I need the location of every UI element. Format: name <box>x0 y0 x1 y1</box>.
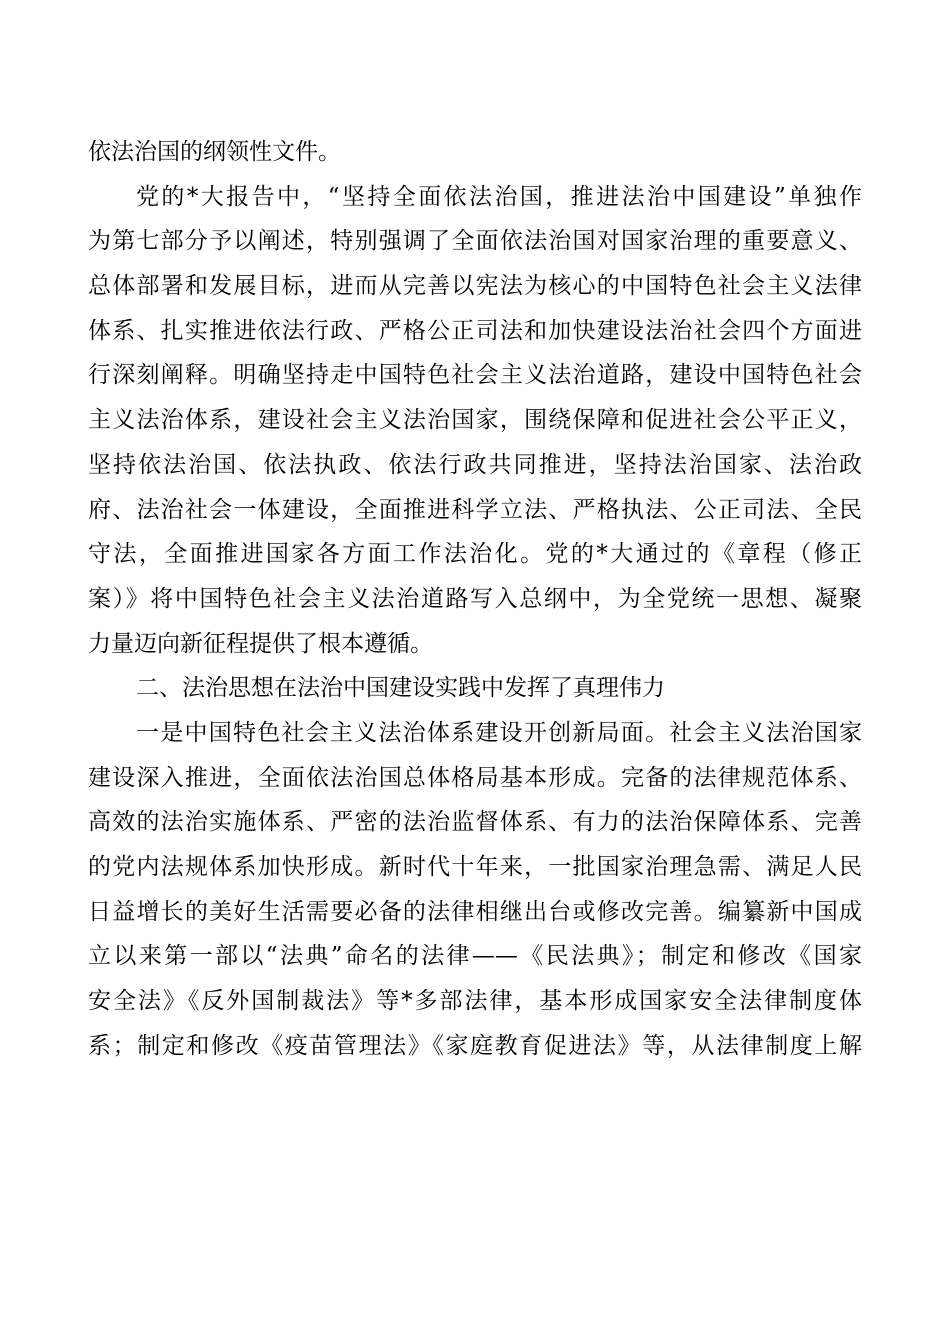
paragraph-line: 依法治国的纲领性文件。 <box>88 139 341 165</box>
paragraph-line: 总体部署和发展目标，进而从完善以宪法为核心的中国特色社会主义法律 <box>88 273 862 300</box>
paragraph-line: 府、法治社会一体建设，全面推进科学立法、严格执法、公正司法、全民 <box>88 496 862 523</box>
paragraph-line: 系；制定和修改《疫苗管理法》《家庭教育促进法》等，从法律制度上解 <box>88 1032 862 1059</box>
paragraph-line: 主义法治体系，建设社会主义法治国家，围绕保障和促进社会公平正义， <box>88 407 862 434</box>
paragraph-line: 立以来第一部以“法典”命名的法律——《民法典》；制定和修改《国家 <box>88 943 862 970</box>
paragraph-line: 案）》将中国特色社会主义法治道路写入总纲中，为全党统一思想、凝聚 <box>88 585 862 612</box>
paragraph-line: 守法，全面推进国家各方面工作法治化。党的*大通过的《章程（修正 <box>88 541 862 568</box>
paragraph-first-line: 党的*大报告中，“坚持全面依法治国，推进法治中国建设”单独作 <box>136 183 862 210</box>
paragraph-first-line: 一是中国特色社会主义法治体系建设开创新局面。社会主义法治国家 <box>136 719 862 746</box>
document-body <box>88 130 862 1068</box>
paragraph-line: 力量迈向新征程提供了根本遵循。 <box>88 630 433 657</box>
paragraph-line: 体系、扎实推进依法行政、严格公正司法和加快建设法治社会四个方面进 <box>88 317 862 344</box>
paragraph-line: 建设深入推进，全面依法治国总体格局基本形成。完备的法律规范体系、 <box>88 764 862 791</box>
paragraph-line: 的党内法规体系加快形成。新时代十年来，一批国家治理急需、满足人民 <box>88 854 862 880</box>
paragraph-line: 日益增长的美好生活需要必备的法律相继出台或修改完善。编纂新中国成 <box>88 898 862 925</box>
paragraph-line: 安全法》《反外国制裁法》等*多部法律，基本形成国家安全法律制度体 <box>88 988 862 1015</box>
paragraph-first-line: 二、法治思想在法治中国建设实践中发挥了真理伟力 <box>136 675 665 702</box>
paragraph-line: 坚持依法治国、依法执政、依法行政共同推进，坚持法治国家、法治政 <box>88 451 862 478</box>
paragraph-line: 行深刻阐释。明确坚持走中国特色社会主义法治道路，建设中国特色社会 <box>88 362 862 389</box>
paragraph-line: 高效的法治实施体系、严密的法治监督体系、有力的法治保障体系、完善 <box>88 809 862 836</box>
paragraph-line: 为第七部分予以阐述，特别强调了全面依法治国对国家治理的重要意义、 <box>88 228 862 255</box>
